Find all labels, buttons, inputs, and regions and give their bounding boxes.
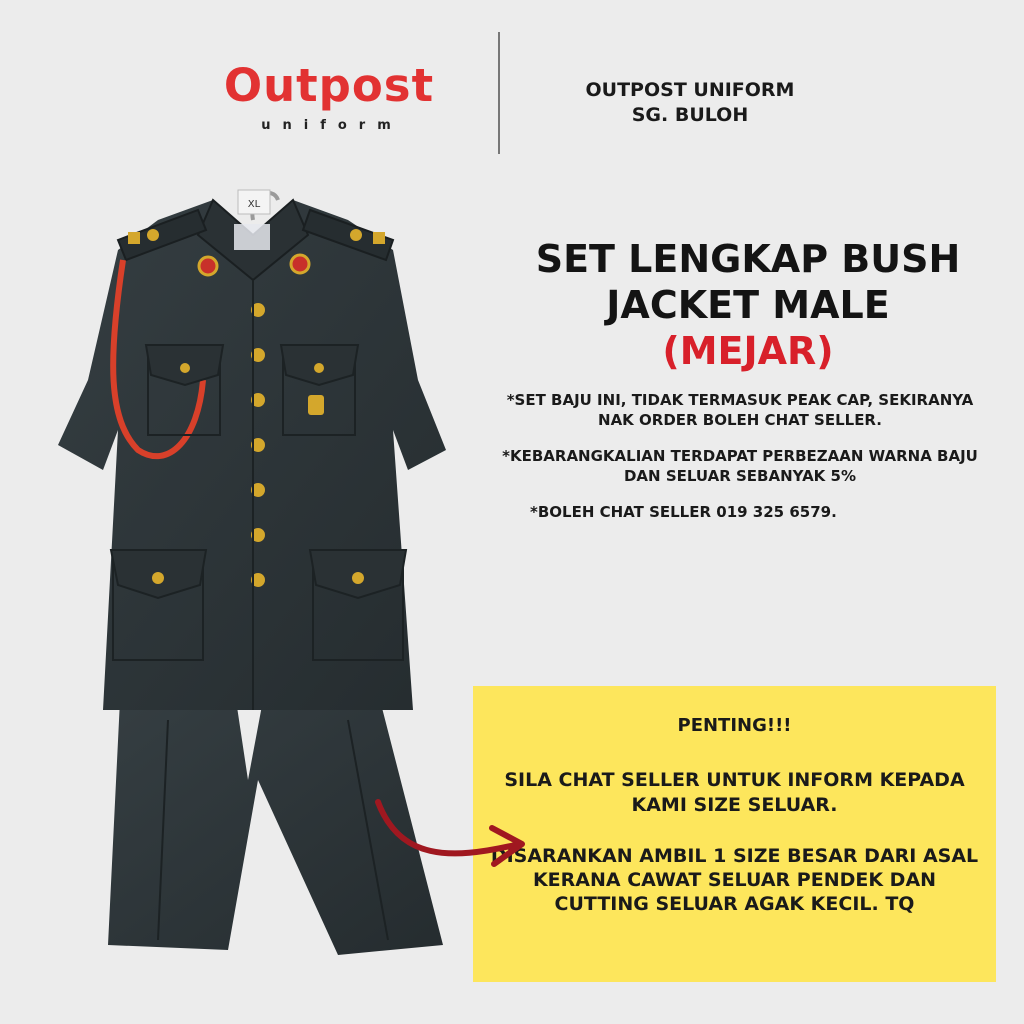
product-title-line1: SET LENGKAP BUSH <box>535 237 961 281</box>
chest-badge <box>308 395 324 415</box>
rank-insignia-left <box>128 232 140 244</box>
rank-insignia-right <box>373 232 385 244</box>
note-peak-cap: *SET BAJU INI, TIDAK TERMASUK PEAK CAP, SEKIRANYA NAK ORDER BOLEH CHAT SELLER. <box>506 391 974 429</box>
store-name-line1: OUTPOST UNIFORM <box>585 79 795 101</box>
store-location: SG. BULOH <box>631 104 749 126</box>
important-notice <box>473 686 996 982</box>
arrow-icon <box>360 780 540 890</box>
notice-heading: PENTING!!! <box>677 715 792 736</box>
product-rank: (MEJAR) <box>662 329 834 373</box>
logo-wordmark: Outpost <box>223 59 435 112</box>
note-colour-difference: *KEBARANGKALIAN TERDAPAT PERBEZAAN WARNA BAJU DAN SELUAR SEBANYAK 5% <box>502 447 978 485</box>
collar-badge-left <box>199 257 217 275</box>
product-title <box>480 236 1016 374</box>
notice-trouser-size: SILA CHAT SELLER UNTUK INFORM KEPADA KAMI SIZE SELUAR. <box>504 769 965 816</box>
header-divider <box>498 32 500 154</box>
product-notes <box>500 390 980 538</box>
store-name <box>540 78 840 128</box>
size-tag: XL <box>247 199 261 210</box>
product-title-line2: JACKET MALE <box>606 283 890 327</box>
notice-size-advice: DISARANKAN AMBIL 1 SIZE BESAR DARI ASAL KERANA CAWAT SELUAR PENDEK DAN CUTTING SELUAR AGAK KECIL. TQ <box>490 845 979 915</box>
brand-logo <box>222 58 436 142</box>
collar-badge-right <box>291 255 309 273</box>
note-contact-seller: *BOLEH CHAT SELLER 019 325 6579. <box>530 503 837 521</box>
logo-subtitle: uniform <box>261 118 403 133</box>
